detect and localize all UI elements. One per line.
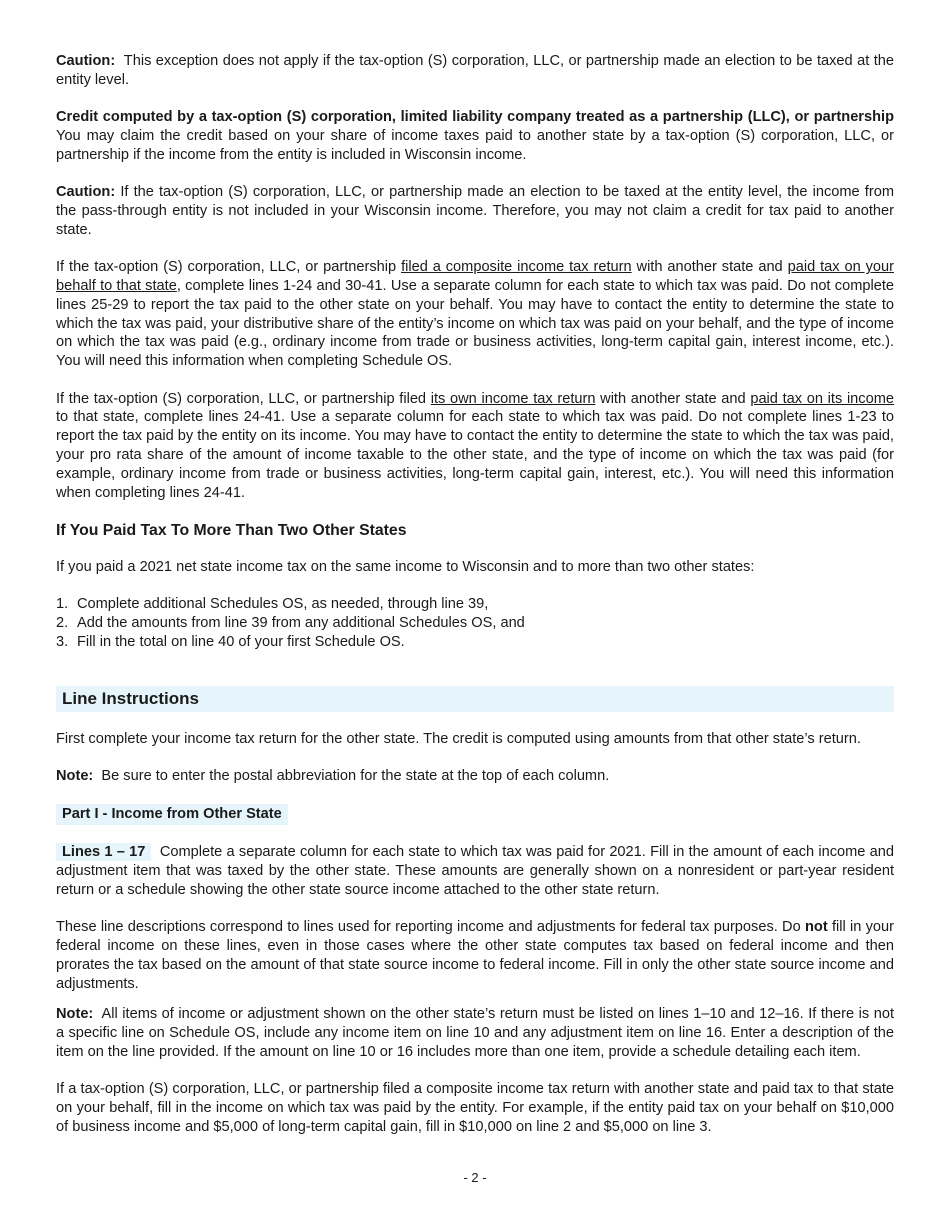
step-item: 2. Add the amounts from line 39 from any additional Schedules OS, and — [56, 615, 525, 632]
more-states-steps — [56, 595, 894, 651]
credit-pass-through-paragraph: Credit computed by a tax-option (S) corporation, limited liability company treated as a partnership (LLC), or partnership You may claim the credit based on your share of income taxes paid to another state by a tax-option (S) corporation, LLC, or partnership if the income from the entity is included in Wisconsin income. — [56, 109, 894, 163]
own-return-paragraph: If the tax-option (S) corporation, LLC, or partnership filed its own income tax return with another state and paid tax on its income to that state, complete lines 24-41. Use a separate column for each state to which tax was paid. Do not complete lines 1-23 to report the tax paid by the entity on its income. You may have to contact the entity to determine the state to which the tax was paid, your pro rata share of the amount of income taxable to the other state, and the type of income on which the tax was paid (for example, ordinary income from trade or business activities, long-term capital gain, interest, etc.). You will need this information when completing lines 24-41. — [56, 390, 894, 501]
document-page — [56, 52, 894, 1137]
page-number: - 2 - — [463, 1170, 487, 1185]
line-instructions-intro: First complete your income tax return for the other state. The credit is computed using amounts from that other state’s return. — [56, 730, 861, 747]
line-descriptions-paragraph: These line descriptions correspond to lines used for reporting income and adjustments for federal tax purposes. Do not fill in your federal income on these lines, even in those cases where the other state computes tax based on federal income and then prorates the tax based on the amount of that state source income to federal income. Fill in only the other state source income and adjustments. — [56, 919, 894, 992]
income-items-note: Note: All items of income or adjustment shown on the other state’s return must be listed on lines 1–10 and 12–16. If there is not a specific line on Schedule OS, include any income item on line 10 and any adjustment item on line 16. Enter a description of the item on the line provided. If the amount on line 10 or 16 includes more than one item, provide a schedule detailing each item. — [56, 1006, 895, 1061]
caution-entity-level-tax: Caution: If the tax-option (S) corporation, LLC, or partnership made an election to be taxed at the entity level, the income from the pass-through entity is not included in your Wisconsin income. Therefore, you may not claim a credit for tax paid to another state. — [56, 184, 894, 238]
composite-example-paragraph: If a tax-option (S) corporation, LLC, or partnership filed a composite income tax return with another state and paid tax to that state on your behalf, fill in the income on which tax was paid by the entity. For example, if the entity paid tax on your behalf on $10,000 of business income and $5,000 of long-term capital gain, fill in $10,000 on line 2 and $5,000 on line 3. — [56, 1081, 894, 1136]
step-item: 3. Fill in the total on line 40 of your first Schedule OS. — [56, 633, 405, 650]
lines-1-17-label: Lines 1 – 17 — [56, 843, 151, 861]
more-states-heading: If You Paid Tax To More Than Two Other States — [56, 521, 407, 539]
postal-abbreviation-note: Note: Be sure to enter the postal abbreviation for the state at the top of each column. — [56, 768, 610, 785]
line-instructions-heading: Line Instructions — [56, 686, 894, 712]
lines-1-17-paragraph: Lines 1 – 17 Complete a separate column for each state to which tax was paid for 2021. Fill in the amount of each income and adjustment item that was taxed by the other state. These amounts are generally shown on a nonresident or part-year resident return or a schedule showing the other state source income attached to the other state return. — [56, 844, 894, 898]
more-states-intro: If you paid a 2021 net state income tax on the same income to Wisconsin and to more than two other states: — [56, 558, 755, 575]
caution-entity-election: Caution: This exception does not apply if the tax-option (S) corporation, LLC, or partnership made an election to be taxed at the entity level. — [56, 53, 894, 88]
composite-return-paragraph: If the tax-option (S) corporation, LLC, or partnership filed a composite income tax return with another state and paid tax on your behalf to that state, complete lines 1-24 and 30-41. Use a separate column for each state to which tax was paid. Do not complete lines 25-29 to report the tax paid to the other state on your behalf. You may have to contact the entity to determine the state to which the tax was paid, your distributive share of the entity’s income on which tax was paid on your behalf, and the type of income on which the tax was paid (e.g., ordinary income from trade or business activities, long-term capital gain, interest income, etc.). You will need this information when completing Schedule OS. — [56, 259, 895, 370]
part1-heading: Part I - Income from Other State — [56, 804, 288, 825]
step-item: 1. Complete additional Schedules OS, as needed, through line 39, — [56, 596, 489, 613]
